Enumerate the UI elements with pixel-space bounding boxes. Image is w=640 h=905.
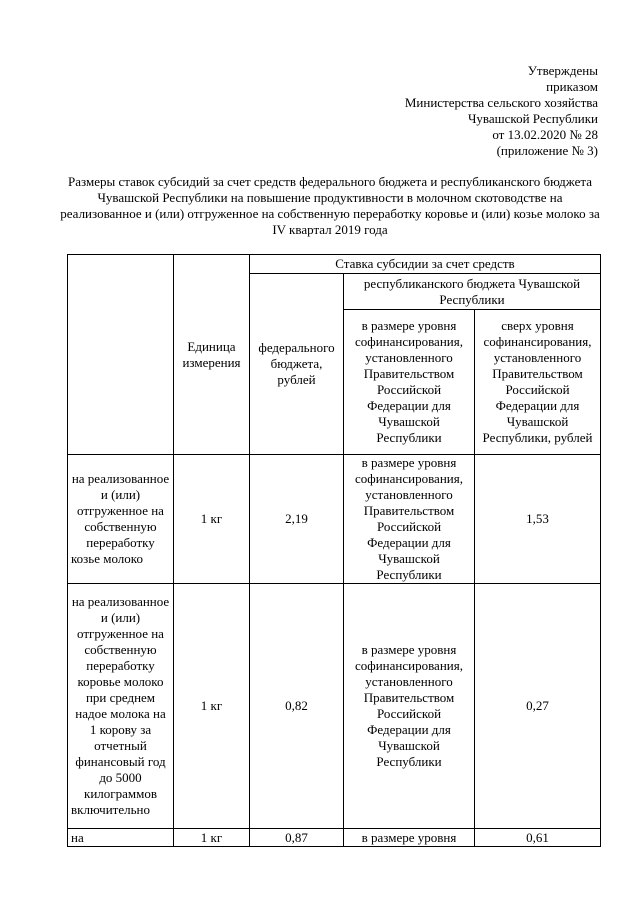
row-cofinancing: в размере уровня софинансирования, установленного Правительством Российской Федерации для Чувашской Республики bbox=[344, 455, 475, 584]
header-federal: федерального бюджета, рублей bbox=[250, 274, 344, 455]
header-republican: республиканского бюджета Чувашской Республики bbox=[344, 274, 601, 310]
approval-line: Министерства сельского хозяйства bbox=[404, 95, 598, 110]
row-federal: 0,82 bbox=[250, 584, 344, 829]
row-label: на реализованное и (или) отгруженное на собственную переработку козье молоко bbox=[68, 455, 174, 584]
header-cofinancing: в размере уровня софинансирования, установленного Правительством Российской Федерации для Чувашской Республики bbox=[344, 310, 475, 455]
row-above: 0,27 bbox=[475, 584, 601, 829]
document-title: Размеры ставок субсидий за счет средств федерального бюджета и республиканского бюджета Чувашской Республики на повышение продуктивности в молочном скотоводстве на реализованное и (или) отгруженное на собственную переработку коровье и (или) козье молоко за IV квартал 2019 года bbox=[60, 174, 600, 237]
header-rate-source: Ставка субсидии за счет средств bbox=[250, 255, 601, 274]
row-cofinancing: в размере уровня bbox=[344, 829, 475, 847]
approval-line: Чувашской Республики bbox=[467, 111, 598, 126]
table-row bbox=[68, 584, 601, 829]
approval-line: Утверждены bbox=[527, 63, 598, 78]
row-unit: 1 кг bbox=[174, 584, 250, 829]
approval-line: приказом bbox=[546, 79, 598, 94]
row-unit: 1 кг bbox=[174, 455, 250, 584]
row-federal: 2,19 bbox=[250, 455, 344, 584]
row-above: 1,53 bbox=[475, 455, 601, 584]
row-cofinancing: в размере уровня софинансирования, установленного Правительством Российской Федерации для Чувашской Республики bbox=[344, 584, 475, 829]
subsidy-rates-table bbox=[67, 254, 601, 847]
approval-line: от 13.02.2020 № 28 bbox=[492, 127, 598, 142]
approval-block bbox=[405, 63, 598, 159]
header-empty-cell bbox=[68, 255, 174, 455]
header-row bbox=[68, 255, 601, 274]
row-label: на bbox=[68, 829, 174, 847]
header-unit: Единица измерения bbox=[174, 255, 250, 455]
header-above: сверх уровня софинансирования, установленного Правительством Российской Федерации для Чувашской Республики, рублей bbox=[475, 310, 601, 455]
table-row bbox=[68, 829, 601, 847]
table-row bbox=[68, 455, 601, 584]
row-federal: 0,87 bbox=[250, 829, 344, 847]
row-unit: 1 кг bbox=[174, 829, 250, 847]
row-above: 0,61 bbox=[475, 829, 601, 847]
row-label: на реализованное и (или) отгруженное на собственную переработку коровье молоко при среднем надое молока на 1 корову за отчетный финансовый год до 5000 килограммов включительно bbox=[68, 584, 174, 829]
approval-line: (приложение № 3) bbox=[496, 143, 598, 158]
